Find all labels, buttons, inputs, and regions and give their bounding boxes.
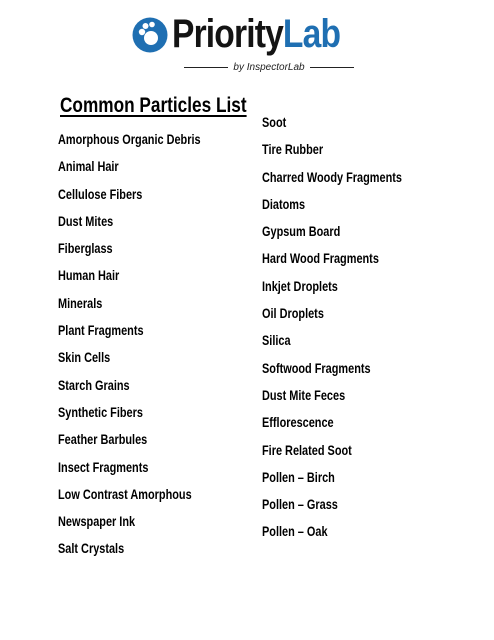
particle-item: Inkjet Droplets [262, 277, 338, 294]
paw-print-icon [132, 17, 168, 53]
particle-item: Pollen – Birch [262, 468, 335, 485]
logo-word-lab: Lab [282, 12, 341, 56]
particle-item: Charred Woody Fragments [262, 168, 402, 185]
byline-rule-right [310, 67, 354, 68]
particle-item: Cellulose Fibers [58, 185, 143, 202]
byline-rule-left [184, 67, 228, 68]
particles-list-left [58, 131, 241, 568]
particle-item: Newspaper Ink [58, 513, 136, 530]
logo-byline [184, 60, 354, 74]
particle-item: Fire Related Soot [262, 441, 352, 458]
particle-item: Skin Cells [58, 349, 111, 366]
priority-lab-logo [132, 14, 364, 76]
particle-item: Plant Fragments [58, 322, 144, 339]
particle-item: Efflorescence [262, 414, 334, 431]
particle-item: Soot [262, 114, 287, 130]
particle-item: Gypsum Board [262, 223, 341, 240]
particle-item: Hard Wood Fragments [262, 250, 379, 267]
particle-item: Silica [262, 332, 291, 349]
particle-item: Feather Barbules [58, 431, 148, 448]
particle-item: Tire Rubber [262, 141, 324, 158]
particle-item: Synthetic Fibers [58, 403, 143, 420]
particle-item: Low Contrast Amorphous [58, 485, 192, 502]
particle-item: Dust Mites [58, 212, 114, 229]
logo-word-priority: Priority [172, 12, 283, 56]
particle-item: Oil Droplets [262, 305, 324, 322]
particle-item: Fiberglass [58, 240, 113, 257]
particle-item: Pollen – Grass [262, 496, 338, 513]
particle-item: Salt Crystals [58, 540, 125, 557]
particle-item: Insect Fragments [58, 458, 149, 475]
particle-item: Dust Mite Feces [262, 386, 346, 403]
particle-item: Amorphous Organic Debris [58, 131, 201, 147]
particle-item: Softwood Fragments [262, 359, 371, 376]
particle-item: Human Hair [58, 267, 120, 284]
logo-wordmark [172, 10, 340, 58]
particle-item: Diatoms [262, 195, 306, 212]
particle-item: Minerals [58, 294, 103, 311]
particle-item: Starch Grains [58, 376, 130, 393]
byline-text: by InspectorLab [233, 61, 305, 73]
particle-item: Animal Hair [58, 158, 119, 175]
page-title: Common Particles List [60, 94, 247, 117]
particles-list-right [262, 114, 441, 551]
particle-item: Pollen – Oak [262, 523, 328, 540]
